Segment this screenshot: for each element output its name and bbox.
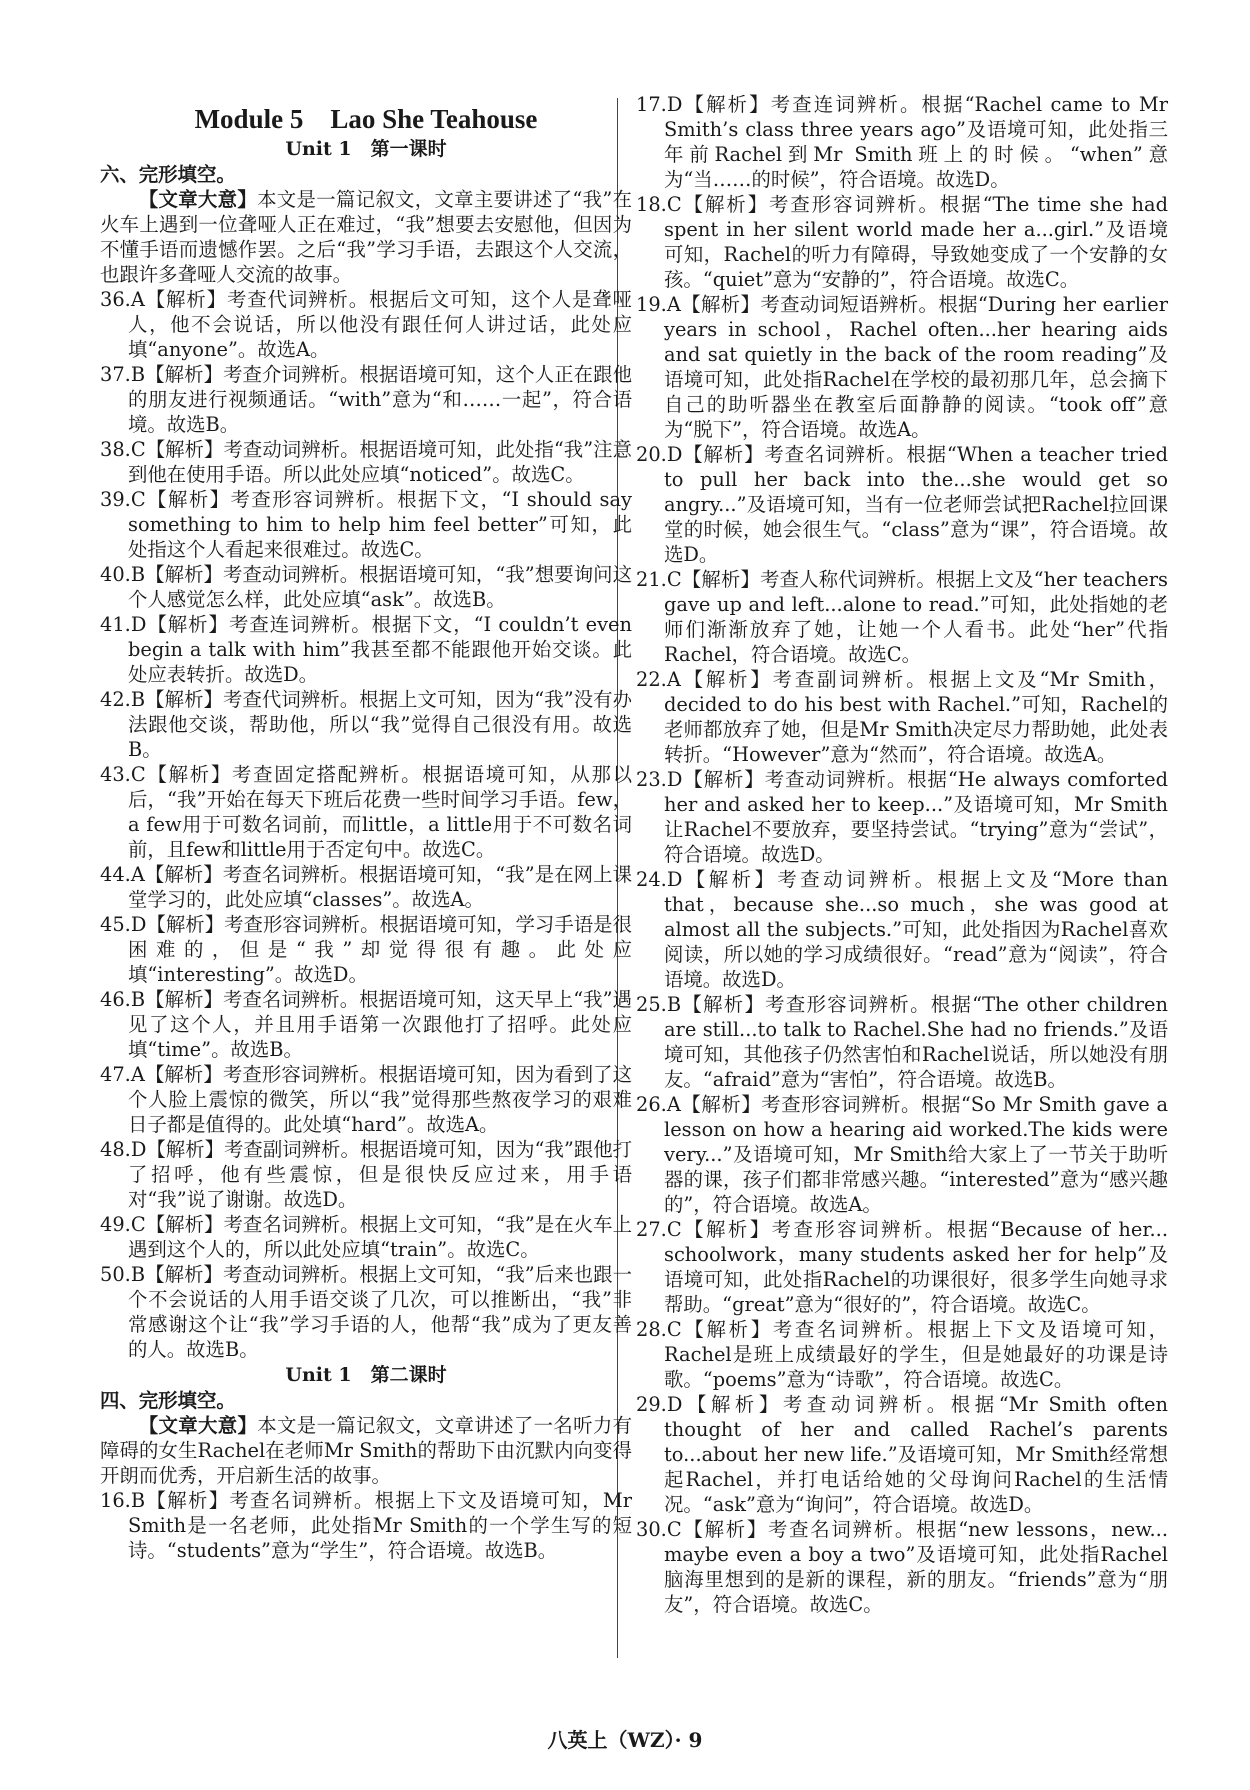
summary-label: 【文章大意】 <box>138 1414 258 1437</box>
answer-item <box>636 567 1168 667</box>
answer-explanation: 【解析】考查代词辨析。根据后文可知，这个人是聋哑人，他不会说话，所以他没有跟任何人讲过话，此处应填“anyone”。故选A。 <box>128 288 632 361</box>
module-title: Module 5 Lao She Teahouse <box>194 104 538 134</box>
answer-item <box>636 442 1168 567</box>
answer-explanation: 【解析】考查动词辨析。根据“Mr Smith often thought of her and called Rachel’s parents to...about her new life.”及语境可知，Mr Smith经常想起Rachel，并打电话给她的父母询问Rachel的生活情况。“ask”意为“询问”，符合语境。故选D。 <box>664 1393 1168 1516</box>
answer-item <box>636 867 1168 992</box>
summary-text: 本文是一篇记叙文，文章主要讲述了“我”在火车上遇到一位聋哑人正在难过，“我”想要去安慰他，但因为不懂手语而遗憾作罢。之后“我”学习手语，去跟这个人交流，也跟许多聋哑人交流的故事。 <box>100 188 632 286</box>
answer-explanation: 【解析】考查形容词辨析。根据语境可知，学习手语是很困难的，但是“我”却觉得很有趣。此处应填“interesting”。故选D。 <box>128 913 632 986</box>
answer-number: 41.D <box>100 613 147 636</box>
answer-number: 37.B <box>100 363 146 386</box>
answer-number: 25.B <box>636 993 682 1016</box>
page-footer: 八英上（WZ）· 9 <box>547 1728 703 1752</box>
answer-number: 47.A <box>100 1063 145 1086</box>
answer-explanation: 【解析】考查名词辨析。根据“new lessons，new... maybe even a boy a two”及语境可知，此处指Rachel脑海里想到的是新的课程，新的朋友。“friends”意为“朋友”，符合语境。故选C。 <box>664 1518 1168 1616</box>
right-column <box>636 92 1168 1617</box>
answer-explanation: 【解析】考查名词辨析。根据上文可知，“我”是在火车上遇到这个人的，所以此处应填“train”。故选C。 <box>128 1213 632 1261</box>
answer-explanation: 【解析】考查形容词辨析。根据下文，“I should say something to him to help him feel better”可知，此处指这个人看起来很难过。故选C。 <box>128 488 632 561</box>
answer-item <box>100 487 632 562</box>
answer-item <box>636 1092 1168 1217</box>
unit-heading: Unit 1 第二课时 <box>285 1364 447 1386</box>
article-summary <box>100 1413 632 1488</box>
answer-explanation: 【解析】考查名词辨析。根据“When a teacher tried to pull her back into the...she would get so angry...”及语境可知，当有一位老师尝试把Rachel拉回课堂的时候，她会很生气。“class”意为“课”，符合语境。故选D。 <box>664 443 1168 566</box>
answer-explanation: 【解析】考查动词辨析。根据上文及“More than that，because she...so much，she was good at almost all the subjects.”可知，此处指因为Rachel喜欢阅读，所以她的学习成绩很好。“read”意为“阅读”，符合语境。故选D。 <box>664 868 1168 991</box>
answer-number: 24.D <box>636 868 683 891</box>
answer-explanation: 【解析】考查形容词辨析。根据“The time she had spent in her silent world made her a...girl.”及语境可知，Rachel的听力有障碍，导致她变成了一个安静的女孩。“quiet”意为“安静的”，符合语境。故选C。 <box>664 193 1168 291</box>
answer-number: 39.C <box>100 488 146 511</box>
answer-number: 18.C <box>636 193 682 216</box>
answer-number: 22.A <box>636 668 681 691</box>
left-column <box>100 92 632 1563</box>
answer-item <box>636 192 1168 292</box>
answer-explanation: 【解析】考查动词辨析。根据“He always comforted her and asked her to keep...”及语境可知，Mr Smith让Rachel不要放弃，要坚持尝试。“trying”意为“尝试”，符合语境。故选D。 <box>664 768 1168 866</box>
answer-item <box>100 1212 632 1262</box>
answer-number: 36.A <box>100 288 145 311</box>
answer-number: 19.A <box>636 293 681 316</box>
answer-number: 27.C <box>636 1218 682 1241</box>
answer-number: 28.C <box>636 1318 682 1341</box>
answer-number: 49.C <box>100 1213 146 1236</box>
answer-explanation: 【解析】考查名词辨析。根据语境可知，“我”是在网上课堂学习的，此处应填“classes”。故选A。 <box>128 863 632 911</box>
answer-number: 17.D <box>636 93 683 116</box>
answer-number: 50.B <box>100 1263 146 1286</box>
answer-explanation: 【解析】考查连词辨析。根据下文，“I couldn’t even begin a talk with him”我甚至都不能跟他开始交谈。此处应表转折。故选D。 <box>128 613 632 686</box>
answer-item <box>100 562 632 612</box>
answer-explanation: 【解析】考查介词辨析。根据语境可知，这个人正在跟他的朋友进行视频通话。“with”意为“和……一起”，符合语境。故选B。 <box>128 363 632 436</box>
answer-item <box>100 687 632 762</box>
answer-explanation: 【解析】考查副词辨析。根据语境可知，因为“我”跟他打了招呼，他有些震惊，但是很快反应过来，用手语对“我”说了谢谢。故选D。 <box>128 1138 632 1211</box>
answer-explanation: 【解析】考查名词辨析。根据上下文及语境可知，Rachel是班上成绩最好的学生，但是她最好的功课是诗歌。“poems”意为“诗歌”，符合语境。故选C。 <box>664 1318 1168 1391</box>
answer-explanation: 【解析】考查动词辨析。根据语境可知，此处指“我”注意到他在使用手语。所以此处应填“noticed”。故选C。 <box>128 438 632 486</box>
answer-item <box>636 92 1168 192</box>
answer-item <box>100 612 632 687</box>
answer-item <box>100 362 632 437</box>
answer-number: 43.C <box>100 763 146 786</box>
answer-explanation: 【解析】考查名词辨析。根据语境可知，这天早上“我”遇见了这个人，并且用手语第一次跟他打了招呼。此处应填“time”。故选B。 <box>128 988 632 1061</box>
answer-list <box>100 1488 632 1563</box>
answer-item <box>636 1517 1168 1617</box>
answer-number: 40.B <box>100 563 146 586</box>
answer-explanation: 【解析】考查形容词辨析。根据“Because of her... schoolwork，many students asked her for help”及语境可知，此处指Rachel的功课很好，很多学生向她寻求帮助。“great”意为“很好的”，符合语境。故选C。 <box>664 1218 1168 1316</box>
answer-explanation: 【解析】考查连词辨析。根据“Rachel came to Mr Smith’s class three years ago”及语境可知，此处指三年前Rachel到Mr Smith班上的时候。“when”意为“当……的时候”，符合语境。故选D。 <box>664 93 1168 191</box>
answer-number: 38.C <box>100 438 146 461</box>
answer-explanation: 【解析】考查副词辨析。根据上文及“Mr Smith，decided to do his best with Rachel.”可知，Rachel的老师都放弃了她，但是Mr Smith决定尽力帮助她，此处表转折。“However”意为“然而”，符合语境。故选A。 <box>664 668 1168 766</box>
answer-explanation: 【解析】考查形容词辨析。根据“The other children are still...to talk to Rachel.She had no friends.”及语境可知，其他孩子仍然害怕和Rachel说话，所以她没有朋友。“afraid”意为“害怕”，符合语境。故选B。 <box>664 993 1168 1091</box>
answer-number: 23.D <box>636 768 683 791</box>
answer-number: 48.D <box>100 1138 147 1161</box>
answer-explanation: 【解析】考查形容词辨析。根据“So Mr Smith gave a lesson on how a hearing aid worked.The kids were very...”及语境可知，Mr Smith给大家上了一节关于助听器的课，孩子们都非常感兴趣。“interested”意为“感兴趣的”，符合语境。故选A。 <box>664 1093 1168 1216</box>
answer-item <box>100 1137 632 1212</box>
answer-explanation: 【解析】考查动词短语辨析。根据“During her earlier years in school，Rachel often...her hearing aids and sat quietly in the back of the room reading”及语境可知，此处指Rachel在学校的最初那几年，总会摘下自己的助听器坐在教室后面静静的阅读。“took off”意为“脱下”，符合语境。故选A。 <box>664 293 1168 441</box>
answer-item <box>636 667 1168 767</box>
answer-item <box>100 862 632 912</box>
unit-heading: Unit 1 第一课时 <box>285 138 447 160</box>
answer-item <box>100 987 632 1062</box>
answer-list <box>636 92 1168 1617</box>
answer-item <box>100 1262 632 1362</box>
answer-number: 16.B <box>100 1489 146 1512</box>
summary-label: 【文章大意】 <box>138 188 258 211</box>
answer-number: 29.D <box>636 1393 683 1416</box>
answer-item <box>636 1217 1168 1317</box>
answer-item <box>100 1062 632 1137</box>
article-summary <box>100 187 632 287</box>
answer-number: 44.A <box>100 863 145 886</box>
answer-number: 26.A <box>636 1093 681 1116</box>
answer-number: 30.C <box>636 1518 682 1541</box>
answer-number: 21.C <box>636 568 682 591</box>
answer-number: 42.B <box>100 688 146 711</box>
answer-item <box>636 767 1168 867</box>
answer-item <box>100 762 632 862</box>
summary-text: 本文是一篇记叙文，文章讲述了一名听力有障碍的女生Rachel在老师Mr Smith的帮助下由沉默内向变得开朗而优秀，开启新生活的故事。 <box>100 1414 632 1487</box>
answer-item <box>100 437 632 487</box>
answer-item <box>100 912 632 987</box>
answer-explanation: 【解析】考查人称代词辨析。根据上文及“her teachers gave up and left...alone to read.”可知，此处指她的老师们渐渐放弃了她，让她一个人看书。此处“her”代指Rachel，符合语境。故选C。 <box>664 568 1168 666</box>
answer-explanation: 【解析】考查固定搭配辨析。根据语境可知，从那以后，“我”开始在每天下班后花费一些时间学习手语。few，a few用于可数名词前，而little，a little用于不可数名词前，且few和little用于否定句中。故选C。 <box>128 763 632 861</box>
answer-list <box>100 287 632 1362</box>
section-heading: 四、完形填空。 <box>100 1389 236 1412</box>
answer-item <box>636 292 1168 442</box>
answer-number: 46.B <box>100 988 146 1011</box>
section-heading: 六、完形填空。 <box>100 163 236 186</box>
answer-number: 45.D <box>100 913 147 936</box>
answer-explanation: 【解析】考查名词辨析。根据上下文及语境可知，Mr Smith是一名老师，此处指Mr Smith的一个学生写的短诗。“students”意为“学生”，符合语境。故选B。 <box>128 1489 632 1562</box>
answer-item <box>636 1317 1168 1392</box>
answer-explanation: 【解析】考查形容词辨析。根据语境可知，因为看到了这个人脸上震惊的微笑，所以“我”觉得那些熬夜学习的艰难日子都是值得的。此处填“hard”。故选A。 <box>128 1063 632 1136</box>
answer-item <box>100 287 632 362</box>
answer-number: 20.D <box>636 443 683 466</box>
answer-explanation: 【解析】考查动词辨析。根据语境可知，“我”想要询问这个人感觉怎么样，此处应填“ask”。故选B。 <box>128 563 632 611</box>
answer-item <box>636 992 1168 1092</box>
answer-item <box>636 1392 1168 1517</box>
answer-item <box>100 1488 632 1563</box>
answer-explanation: 【解析】考查代词辨析。根据上文可知，因为“我”没有办法跟他交谈，帮助他，所以“我”觉得自己很没有用。故选B。 <box>128 688 632 761</box>
answer-explanation: 【解析】考查动词辨析。根据上文可知，“我”后来也跟一个不会说话的人用手语交谈了几次，可以推断出，“我”非常感谢这个让“我”学习手语的人，他帮“我”成为了更友善的人。故选B。 <box>128 1263 632 1361</box>
